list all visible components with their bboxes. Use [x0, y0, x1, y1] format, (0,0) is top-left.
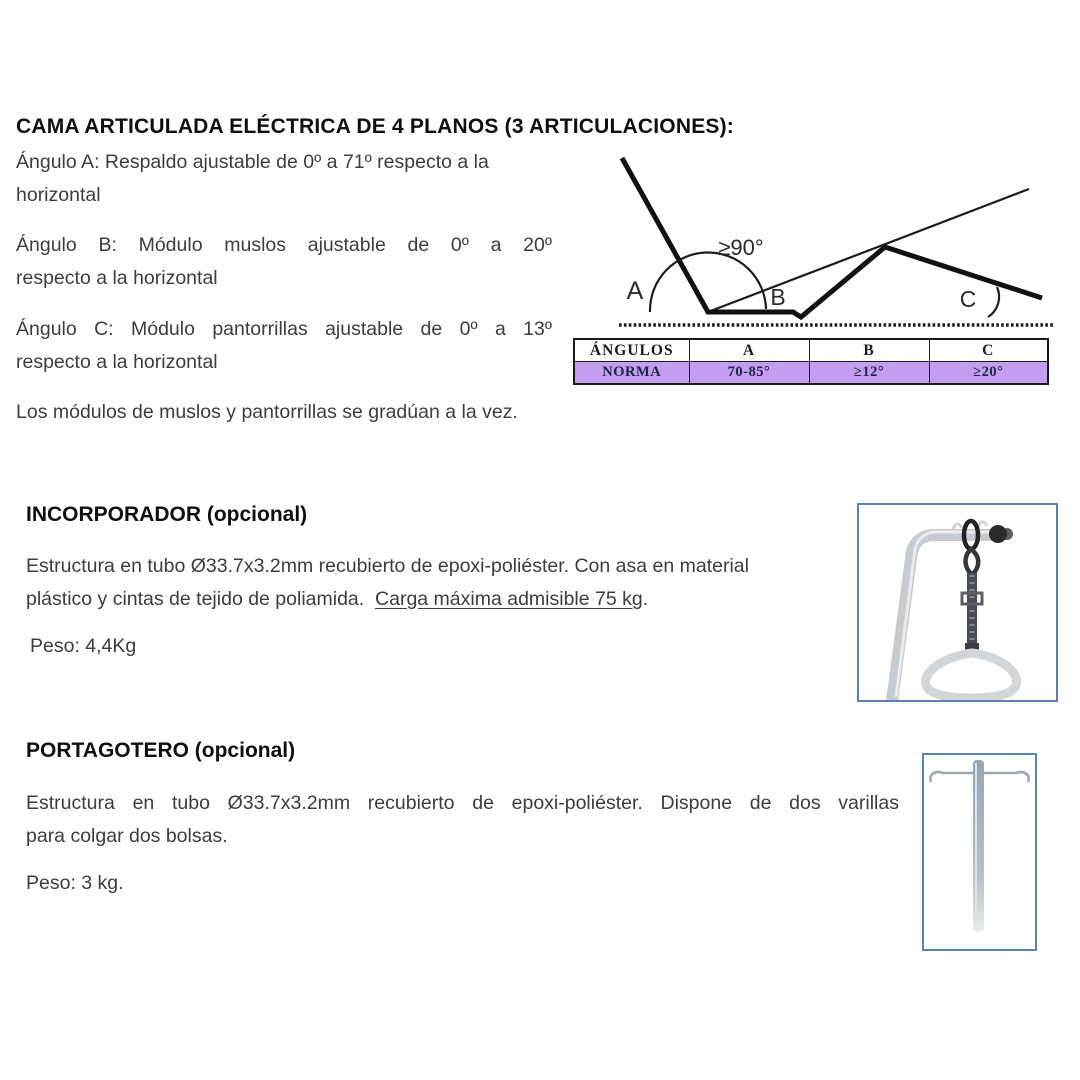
angle-c-label: C: [959, 286, 977, 312]
angulo-c-line1: Ángulo C: Módulo pantorrillas ajustable de 0º a 13º: [16, 318, 552, 340]
incorporador-line2: [26, 583, 841, 616]
iv-pole: [973, 760, 984, 932]
angle-a-arc: [650, 252, 766, 312]
portagotero-line2: para colgar dos bolsas.: [26, 825, 228, 847]
table-header-c: C: [929, 339, 1048, 362]
angulo-b-line2: respecto a la horizontal: [16, 267, 218, 289]
table-header-angulos: ÁNGULOS: [574, 339, 689, 362]
paragraph-angulo-a: [16, 146, 561, 212]
angle-b-label: B: [770, 284, 786, 310]
bed-angles-diagram: [577, 146, 1059, 332]
table-header-row: [574, 339, 1048, 362]
angulo-a-line1: Ángulo A: Respaldo ajustable de 0º a 71º respecto a la: [16, 151, 489, 173]
incorporador-image: [857, 503, 1058, 702]
incorporador-heading: INCORPORADOR (opcional): [26, 503, 308, 526]
iv-pole-drawing: [924, 755, 1035, 949]
table-cell-norma-b: ≥12°: [809, 362, 929, 385]
incorporador-line1: Estructura en tubo Ø33.7x3.2mm recubierto de epoxi-poliéster. Con asa en material: [26, 555, 749, 577]
table-header-a: A: [689, 339, 809, 362]
incorporador-line2-text: plástico y cintas de tejido de poliamida.: [26, 588, 376, 610]
table-norma-row: [574, 362, 1048, 385]
table-cell-norma: NORMA: [574, 362, 689, 385]
portagotero-peso: Peso: 3 kg.: [26, 872, 124, 894]
paragraph-angulo-c: [16, 313, 552, 379]
portagotero-heading: PORTAGOTERO (opcional): [26, 739, 296, 762]
angles-norma-table: [573, 338, 1049, 385]
carga-maxima-underlined: Carga máxima admisible 75 kg: [375, 588, 643, 610]
hanger-hook-left: [953, 524, 962, 529]
angle-90-label: ≥90°: [718, 235, 764, 260]
angle-c-arc: [988, 287, 999, 317]
angulo-b-line1: Ángulo B: Módulo muslos ajustable de 0º a 20º: [16, 234, 552, 256]
table-cell-norma-a: 70-85°: [689, 362, 809, 385]
note-modulos: Los módulos de muslos y pantorrillas se gradúan a la vez.: [16, 401, 518, 423]
paragraph-angulo-b: [16, 229, 552, 295]
angulo-a-line2: horizontal: [16, 184, 101, 206]
angle-a-label: A: [626, 277, 644, 305]
portagotero-body: [26, 787, 899, 853]
bed-angles-diagram-svg: [577, 146, 1059, 332]
trapeze-bar-drawing: [859, 505, 1056, 700]
page-title: CAMA ARTICULADA ELÉCTRICA DE 4 PLANOS (3 ARTICULACIONES):: [16, 115, 734, 138]
hanger-hook-right: [978, 522, 987, 527]
bed-profile-line: [622, 158, 1042, 317]
incorporador-body: [26, 550, 841, 616]
strap-loop: [965, 549, 978, 575]
table-cell-norma-c: ≥20°: [929, 362, 1048, 385]
incorporador-line2-period: .: [642, 588, 649, 610]
table-header-b: B: [809, 339, 929, 362]
incorporador-peso: Peso: 4,4Kg: [30, 635, 137, 657]
portagotero-line1: Estructura en tubo Ø33.7x3.2mm recubierto de epoxi-poliéster. Dispone de dos varillas: [26, 792, 899, 814]
angulo-c-line2: respecto a la horizontal: [16, 351, 218, 373]
hand-grip: [926, 653, 1017, 698]
pole-end-knob: [989, 525, 1007, 543]
portagotero-image: [922, 753, 1037, 951]
